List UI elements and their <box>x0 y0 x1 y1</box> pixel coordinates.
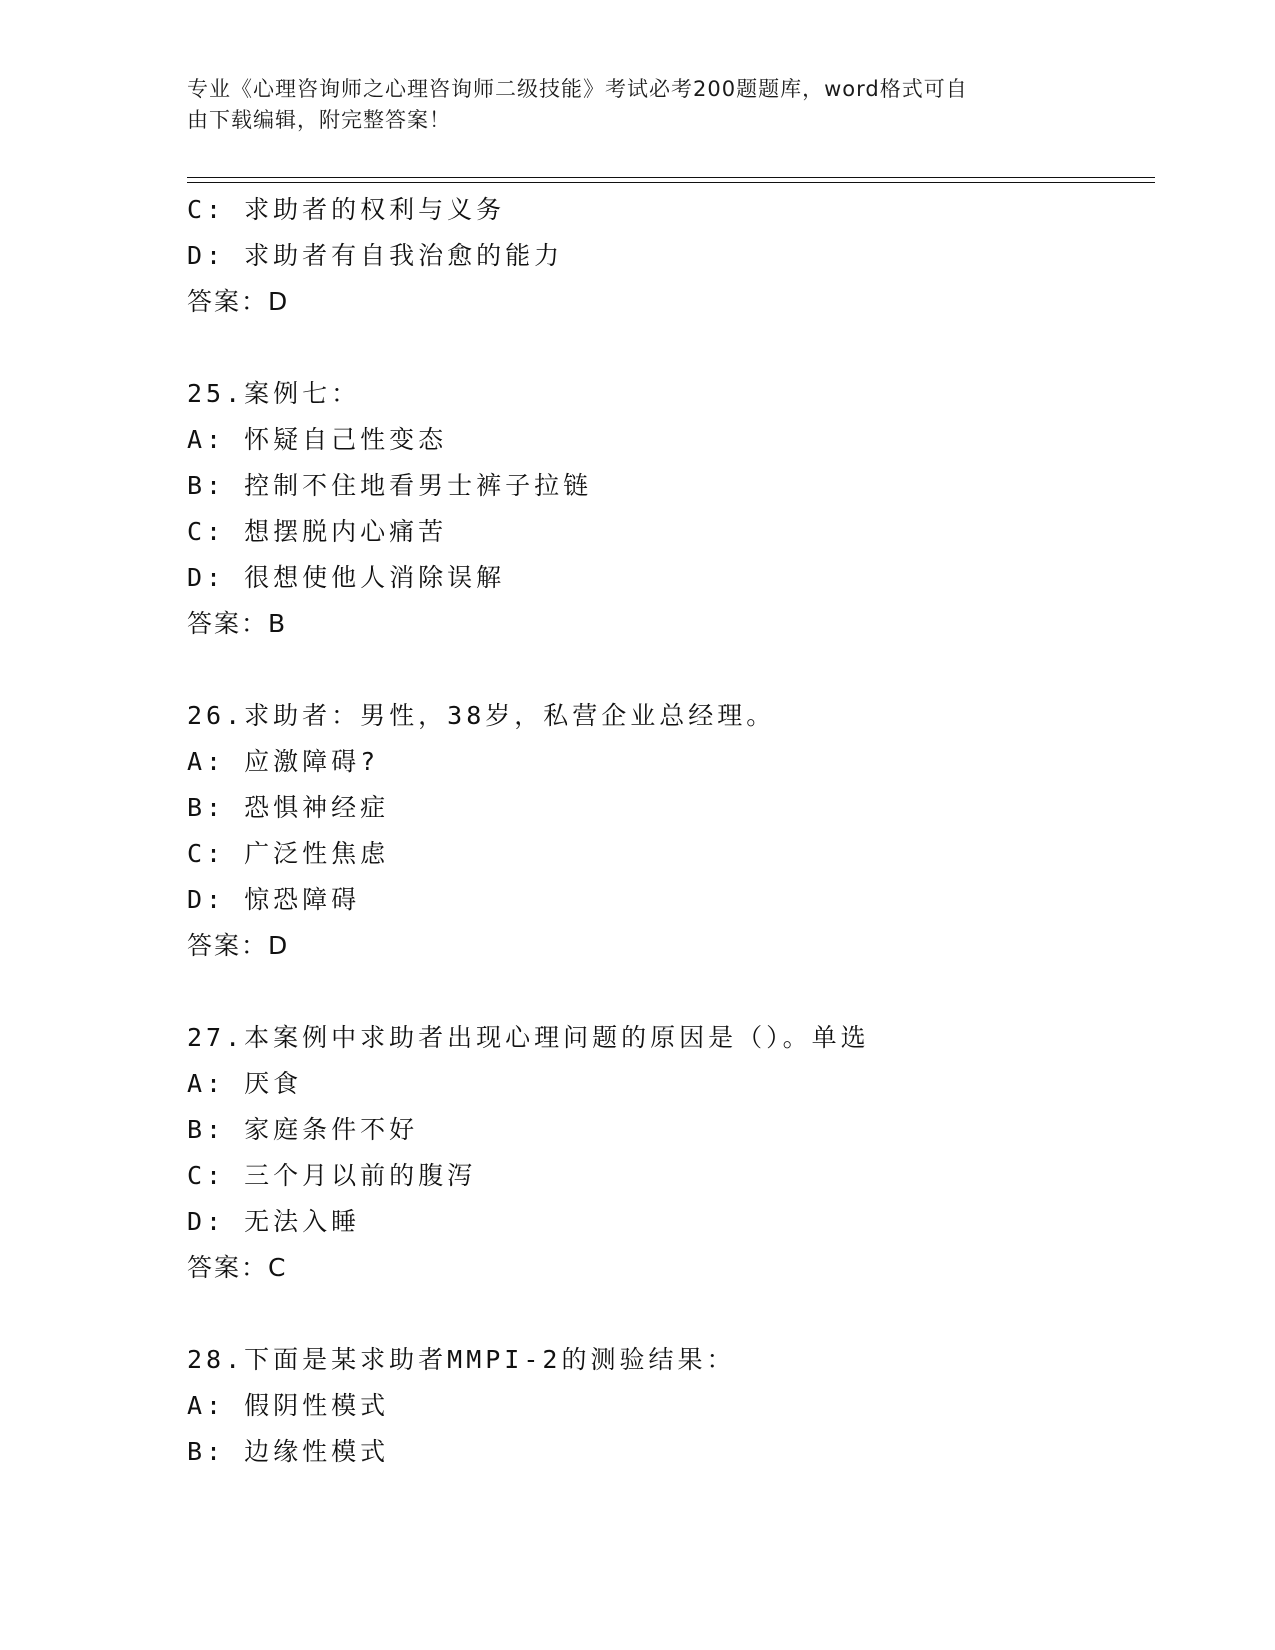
header-divider-top <box>187 177 1155 178</box>
answer-line: 答案：D <box>187 287 290 316</box>
option-d: D: 求助者有自我治愈的能力 <box>187 241 564 270</box>
option-d: D: 很想使他人消除误解 <box>187 563 506 592</box>
answer-line: 答案：B <box>187 609 288 638</box>
option-d: D: 无法入睡 <box>187 1207 361 1236</box>
header-line-1: 专业《心理咨询师之心理咨询师二级技能》考试必考200题题库，word格式可自 <box>187 77 968 101</box>
question-stem: 27.本案例中求助者出现心理问题的原因是（）。单选 <box>187 1023 870 1052</box>
question-stem: 28.下面是某求助者MMPI-2的测验结果： <box>187 1345 736 1374</box>
answer-line: 答案：D <box>187 931 290 960</box>
option-c: C: 广泛性焦虑 <box>187 839 390 868</box>
option-a: A: 假阴性模式 <box>187 1391 390 1420</box>
option-c: C: 三个月以前的腹泻 <box>187 1161 477 1190</box>
question-stem: 26.求助者：男性，38岁，私营企业总经理。 <box>187 701 776 730</box>
question-26 <box>187 693 1147 969</box>
option-b: B: 家庭条件不好 <box>187 1115 419 1144</box>
spacer <box>187 969 1147 1015</box>
question-27 <box>187 1015 1147 1291</box>
spacer <box>187 325 1147 371</box>
option-b: B: 边缘性模式 <box>187 1437 390 1466</box>
question-fragment <box>187 187 1147 325</box>
option-a: A: 厌食 <box>187 1069 303 1098</box>
option-b: B: 恐惧神经症 <box>187 793 390 822</box>
spacer <box>187 1291 1147 1337</box>
option-c: C: 求助者的权利与义务 <box>187 195 506 224</box>
spacer <box>187 647 1147 693</box>
question-25 <box>187 371 1147 647</box>
option-a: A: 怀疑自己性变态 <box>187 425 448 454</box>
option-d: D: 惊恐障碍 <box>187 885 361 914</box>
option-c: C: 想摆脱内心痛苦 <box>187 517 448 546</box>
option-b: B: 控制不住地看男士裤子拉链 <box>187 471 593 500</box>
header-line-2: 由下载编辑，附完整答案！ <box>187 108 451 132</box>
question-stem: 25.案例七： <box>187 379 361 408</box>
option-a: A: 应激障碍? <box>187 747 380 776</box>
question-list <box>187 187 1147 1475</box>
document-header <box>187 74 1067 136</box>
question-28 <box>187 1337 1147 1475</box>
header-divider-bottom <box>187 182 1155 183</box>
answer-line: 答案：C <box>187 1253 288 1282</box>
